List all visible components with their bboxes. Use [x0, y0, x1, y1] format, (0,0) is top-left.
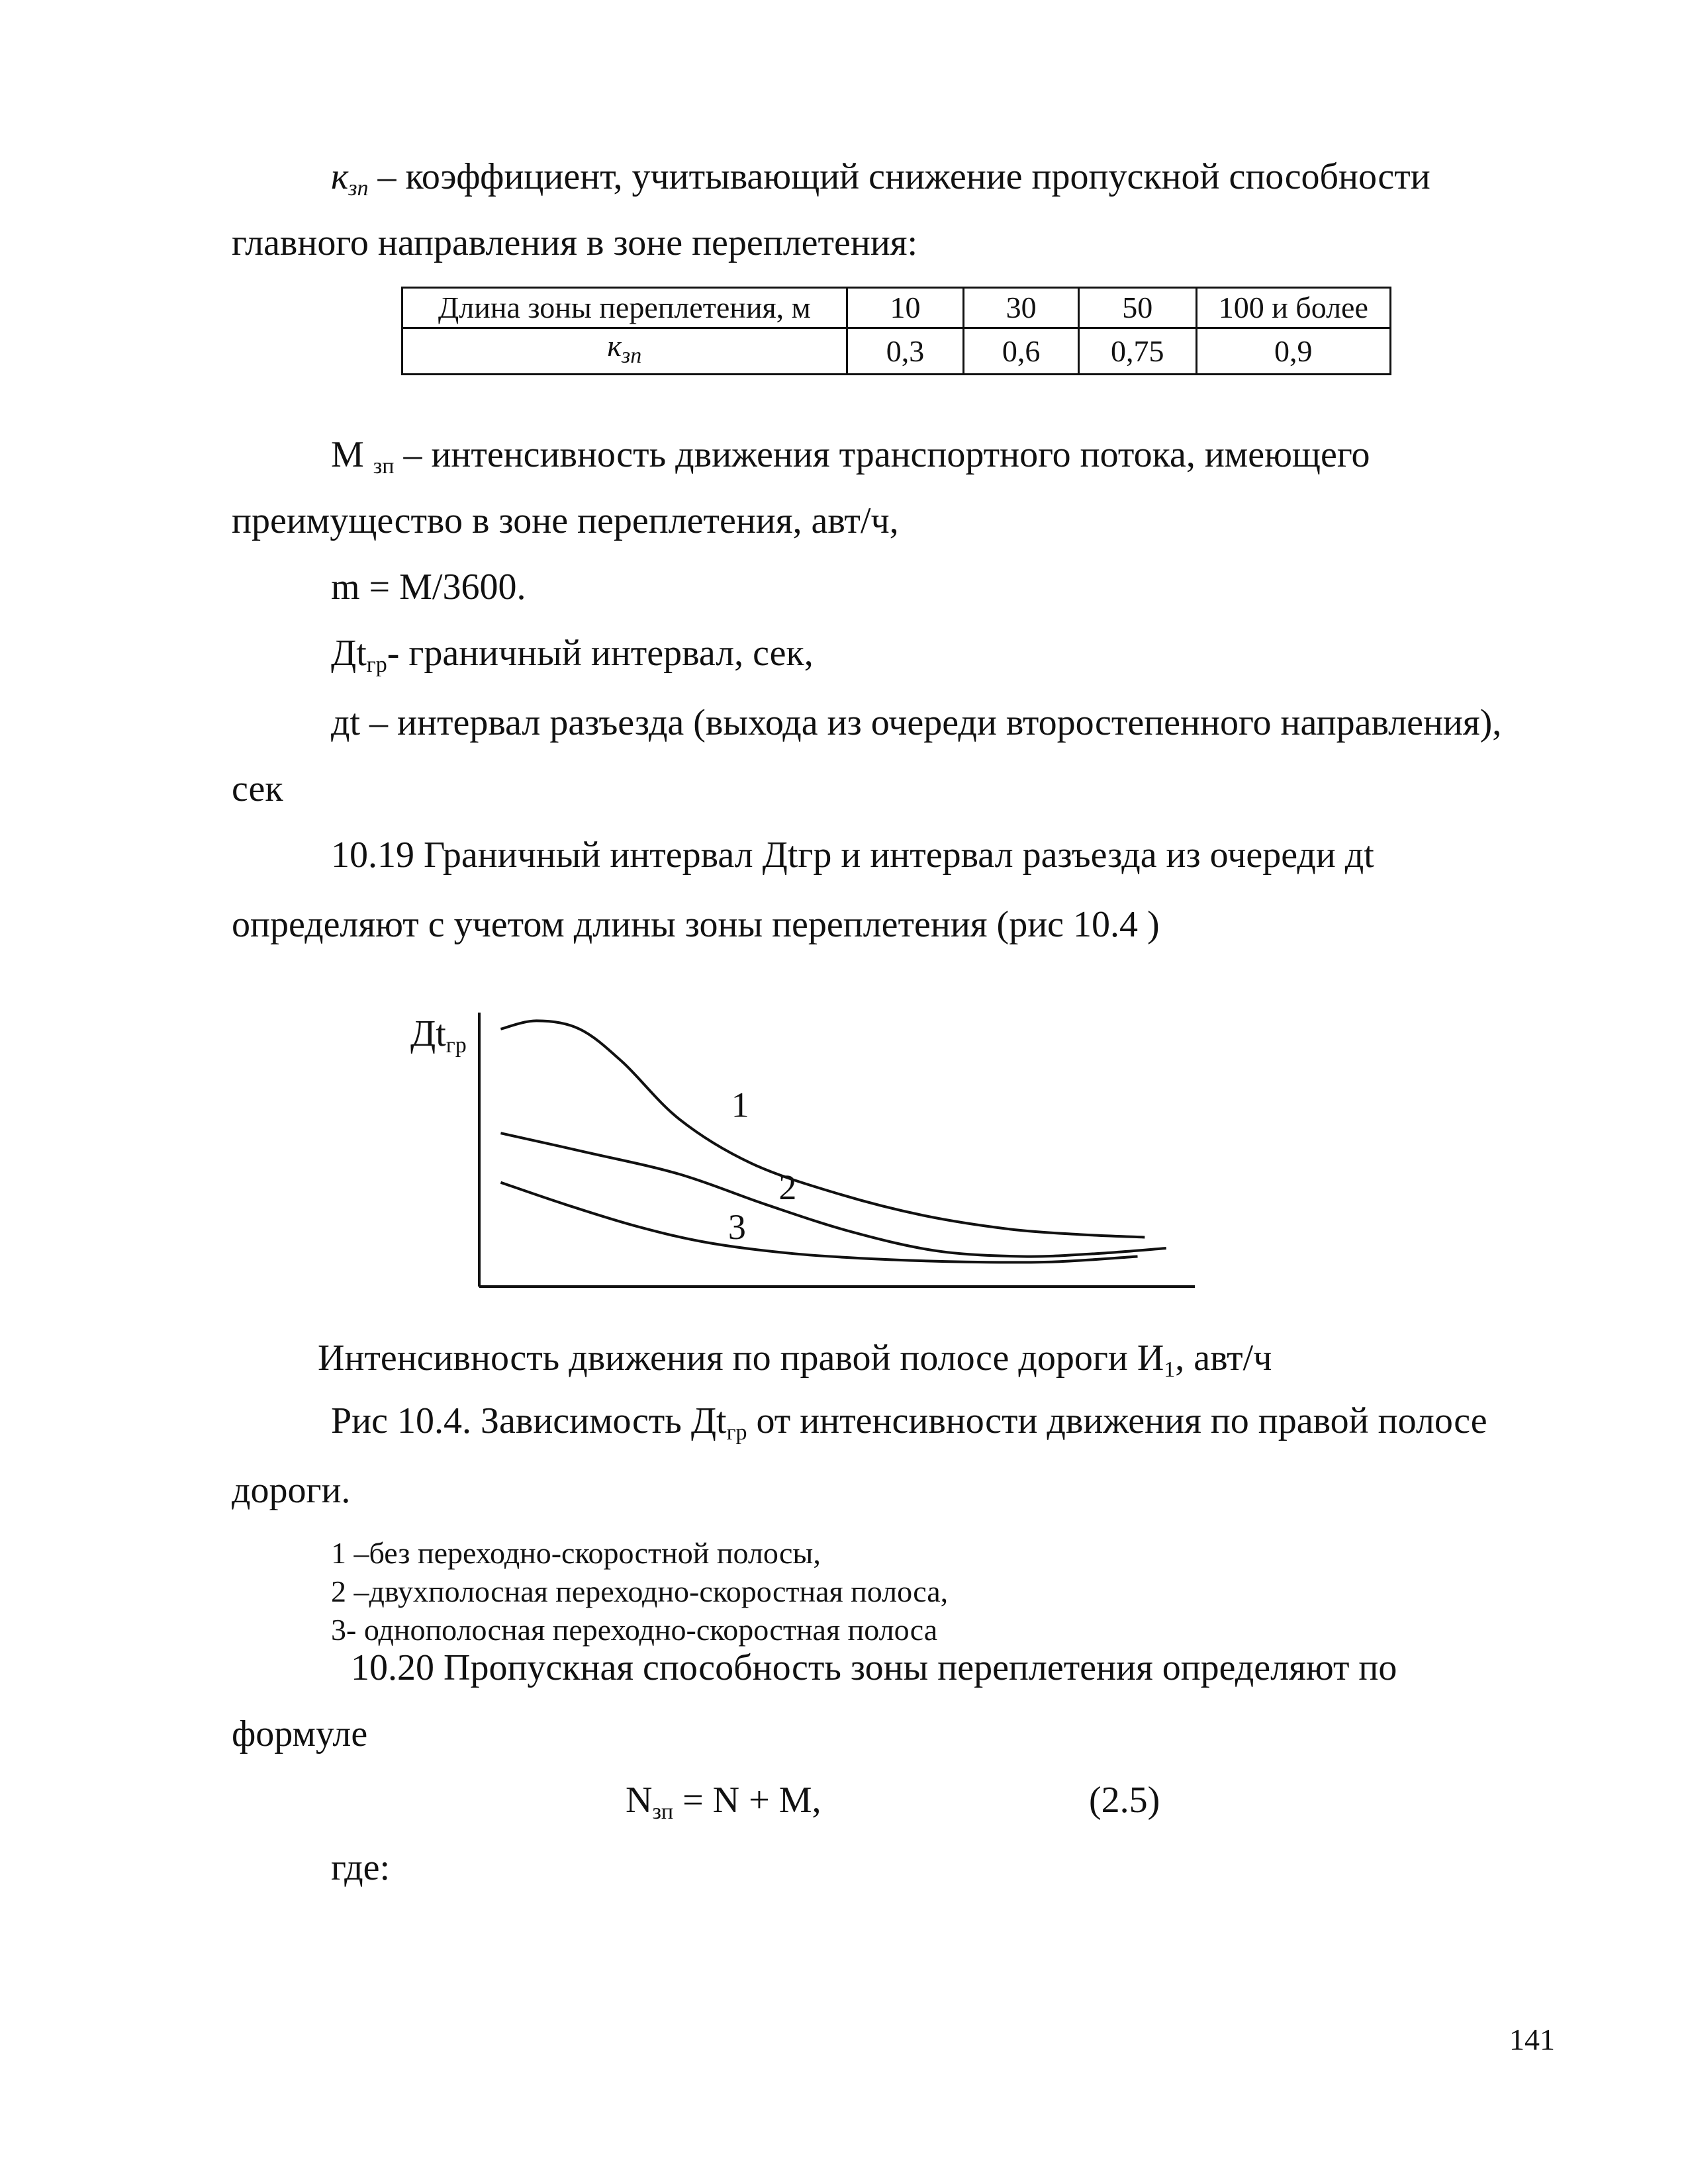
table-cell: 30: [964, 288, 1079, 328]
table-row-subscript: зп: [621, 343, 642, 368]
para-1019-line1: 10.19 Граничный интервал Дtгр и интервал разъезда из очереди дt: [331, 835, 1374, 876]
dt-text: - граничный интервал, сек,: [387, 633, 814, 674]
coef-k-line1: [331, 156, 1430, 210]
where-label: где:: [331, 1847, 391, 1888]
para-1019-line2: определяют с учетом длины зоны переплетения (рис 10.4 ): [232, 904, 1160, 945]
legend-note-2: 2 –двухполосная переходно-скоростная полоса,: [331, 1574, 949, 1608]
series-line-2: [500, 1133, 1166, 1256]
y-axis-label: Дtгр: [410, 1013, 467, 1058]
table-cell: 100 и более: [1196, 288, 1390, 328]
table-cell: 0,9: [1196, 328, 1390, 375]
page-number: 141: [1509, 2023, 1555, 2056]
table-cell: 50: [1078, 288, 1196, 328]
m-line2: преимущество в зоне переплетения, авт/ч,: [232, 500, 899, 541]
x-axis-label-suffix: , авт/ч: [1175, 1338, 1272, 1379]
x-axis-label-sub: 1: [1164, 1357, 1176, 1382]
m-subscript: зп: [373, 454, 395, 478]
table-cell: 0,75: [1078, 328, 1196, 375]
table-header-label: Длина зоны переплетения, м: [402, 288, 847, 328]
formula-2-5: [626, 1779, 821, 1833]
dt-small-line2: сек: [232, 768, 283, 809]
table-cell: 0,3: [847, 328, 964, 375]
caption-sub: гр: [726, 1420, 747, 1445]
table-cell: 10: [847, 288, 964, 328]
table-cell: 0,6: [964, 328, 1079, 375]
dt-subscript: гр: [366, 653, 387, 677]
m-symbol: M: [331, 434, 364, 475]
formula-lhs-sub: зп: [652, 1799, 674, 1824]
caption-text-b: от интенсивности движения по правой полосе: [747, 1400, 1487, 1441]
formula-lhs: N: [626, 1780, 653, 1821]
para-1020-line1: 10.20 Пропускная способность зоны переплетения определяют по: [351, 1647, 1397, 1688]
figure-caption-line1: [331, 1400, 1487, 1454]
table-row: [402, 288, 1391, 328]
figure-caption-line2: дороги.: [232, 1470, 351, 1511]
caption-text-a: Рис 10.4. Зависимость Дt: [331, 1400, 727, 1441]
m-formula: m = M/3600.: [331, 567, 526, 608]
series-label-1: 1: [731, 1085, 749, 1125]
series-line-1: [500, 1021, 1145, 1237]
formula-rhs: = N + M,: [673, 1780, 821, 1821]
coef-k-line2: главного направления в зоне переплетения:: [232, 222, 918, 263]
formula-number: (2.5): [1089, 1780, 1160, 1821]
para-1020-line2: формуле: [232, 1713, 368, 1754]
table-row: [402, 328, 1391, 375]
x-axis-label-text: Интенсивность движения по правой полосе дороги И: [318, 1338, 1164, 1379]
series-label-3: 3: [727, 1206, 746, 1247]
coef-k-symbol: к: [331, 156, 349, 197]
coef-k-subscript: зп: [348, 176, 369, 201]
coef-k-text: – коэффициент, учитывающий снижение пропускной способности: [368, 156, 1430, 197]
table-row-label: [402, 328, 847, 375]
dt-symbol: Дt: [331, 633, 367, 674]
x-axis-label: [318, 1337, 1272, 1391]
series-label-2: 2: [778, 1167, 797, 1207]
series-group: [500, 1021, 1166, 1262]
legend-note-3: 3- однополосная переходно-скоростная полоса: [331, 1613, 938, 1647]
dt-small-line1: дt – интервал разъезда (выхода из очереди второстепенного направления),: [331, 702, 1502, 743]
m-text: – интенсивность движения транспортного потока, имеющего: [394, 434, 1370, 475]
table-row-symbol: к: [607, 329, 622, 363]
m-line1: [331, 433, 1370, 488]
legend-note-1: 1 –без переходно-скоростной полосы,: [331, 1536, 821, 1570]
dt-line: [331, 632, 814, 686]
weave-length-table: [401, 287, 1391, 375]
figure-10-4-chart: [397, 993, 1218, 1304]
